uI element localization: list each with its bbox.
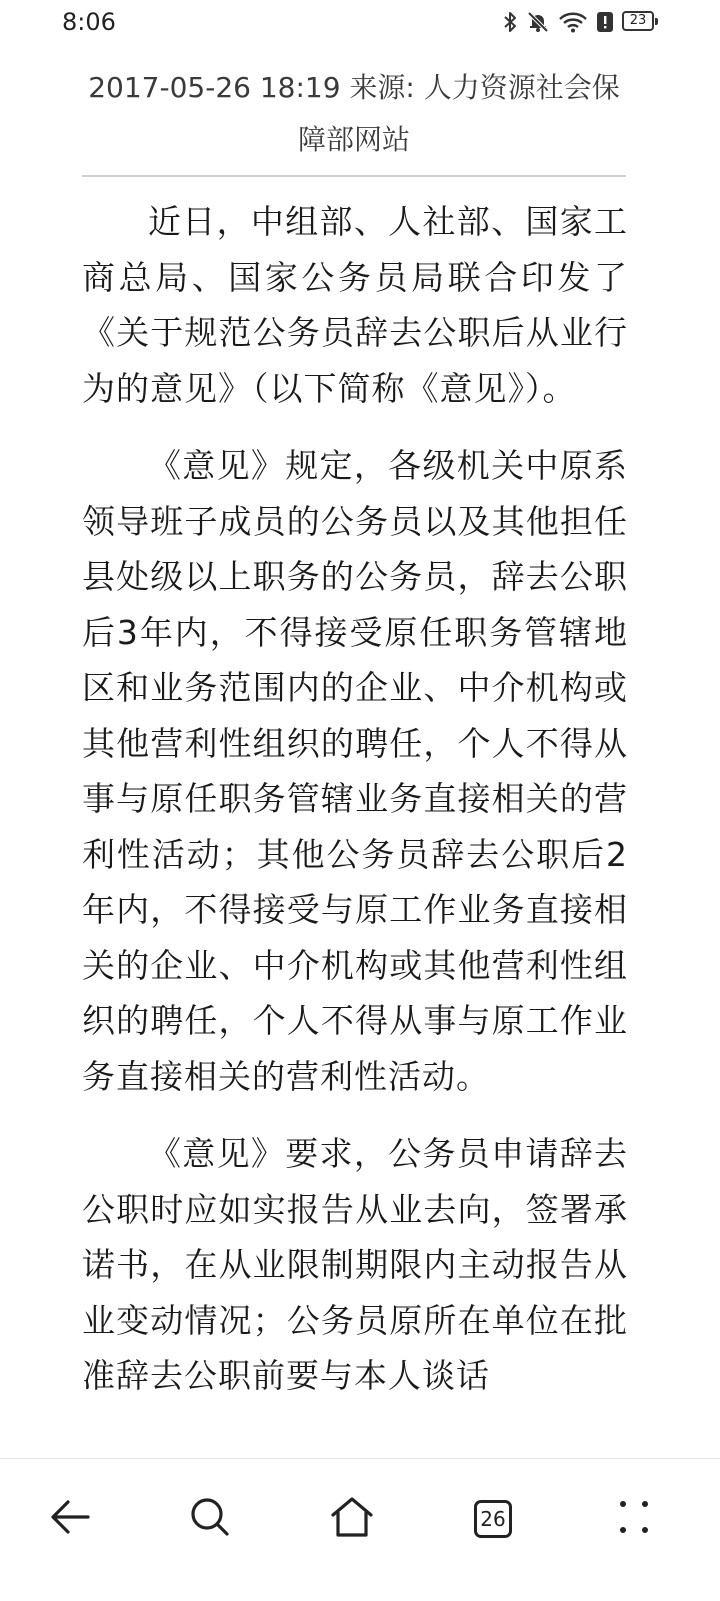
wifi-icon [558,10,588,34]
status-icons [502,10,658,34]
alert-icon [596,10,614,34]
more-icon [614,1497,654,1541]
battery-level: 23 [629,13,647,28]
article-meta: 2017-05-26 18:19 来源: 人力资源社会保障部网站 [88,71,620,156]
search-icon [188,1495,232,1543]
divider [82,175,626,177]
status-bar [0,0,720,48]
article-paragraph: 《意见》规定，各级机关中原系领导班子成员的公务员以及其他担任县处级以上职务的公务员，辞去公职后3年内，不得接受原任职务管辖地区和业务范围内的企业、中介机构或其他营利性组织的聘任，个人不得从事与原任职务管辖业务直接相关的营利性活动；其他公务员辞去公职后2年内，不得接受与原工作业务直接相关的企业、中介机构或其他营利性组织的聘任，个人不得从事与原工作业务直接相关的营利性活动。 [82,446,628,1096]
article-body[interactable] [82,194,628,1458]
tabs-button[interactable] [457,1483,529,1555]
home-button[interactable] [316,1483,388,1555]
bluetooth-icon [502,10,518,34]
mute-bell-icon [526,10,550,34]
more-button[interactable] [598,1483,670,1555]
tabs-count: 26 [480,1507,506,1531]
battery-icon [622,11,658,33]
article-paragraph: 《意见》要求，公务员申请辞去公职时应如实报告从业去向，签署承诺书，在从业限制期限内主动报告从业变动情况；公务员原所在单位在批准辞去公职前要与本人谈话 [82,1134,628,1395]
bottom-nav-bar [0,1458,720,1601]
back-icon [48,1497,92,1541]
article-paragraph: 近日，中组部、人社部、国家工商总局、国家公务员局联合印发了《关于规范公务员辞去公职后从业行为的意见》（以下简称《意见》）。 [82,202,628,408]
home-icon [329,1495,375,1543]
tabs-icon [474,1500,512,1538]
search-button[interactable] [174,1483,246,1555]
back-button[interactable] [34,1483,106,1555]
status-time: 8:06 [62,8,116,36]
